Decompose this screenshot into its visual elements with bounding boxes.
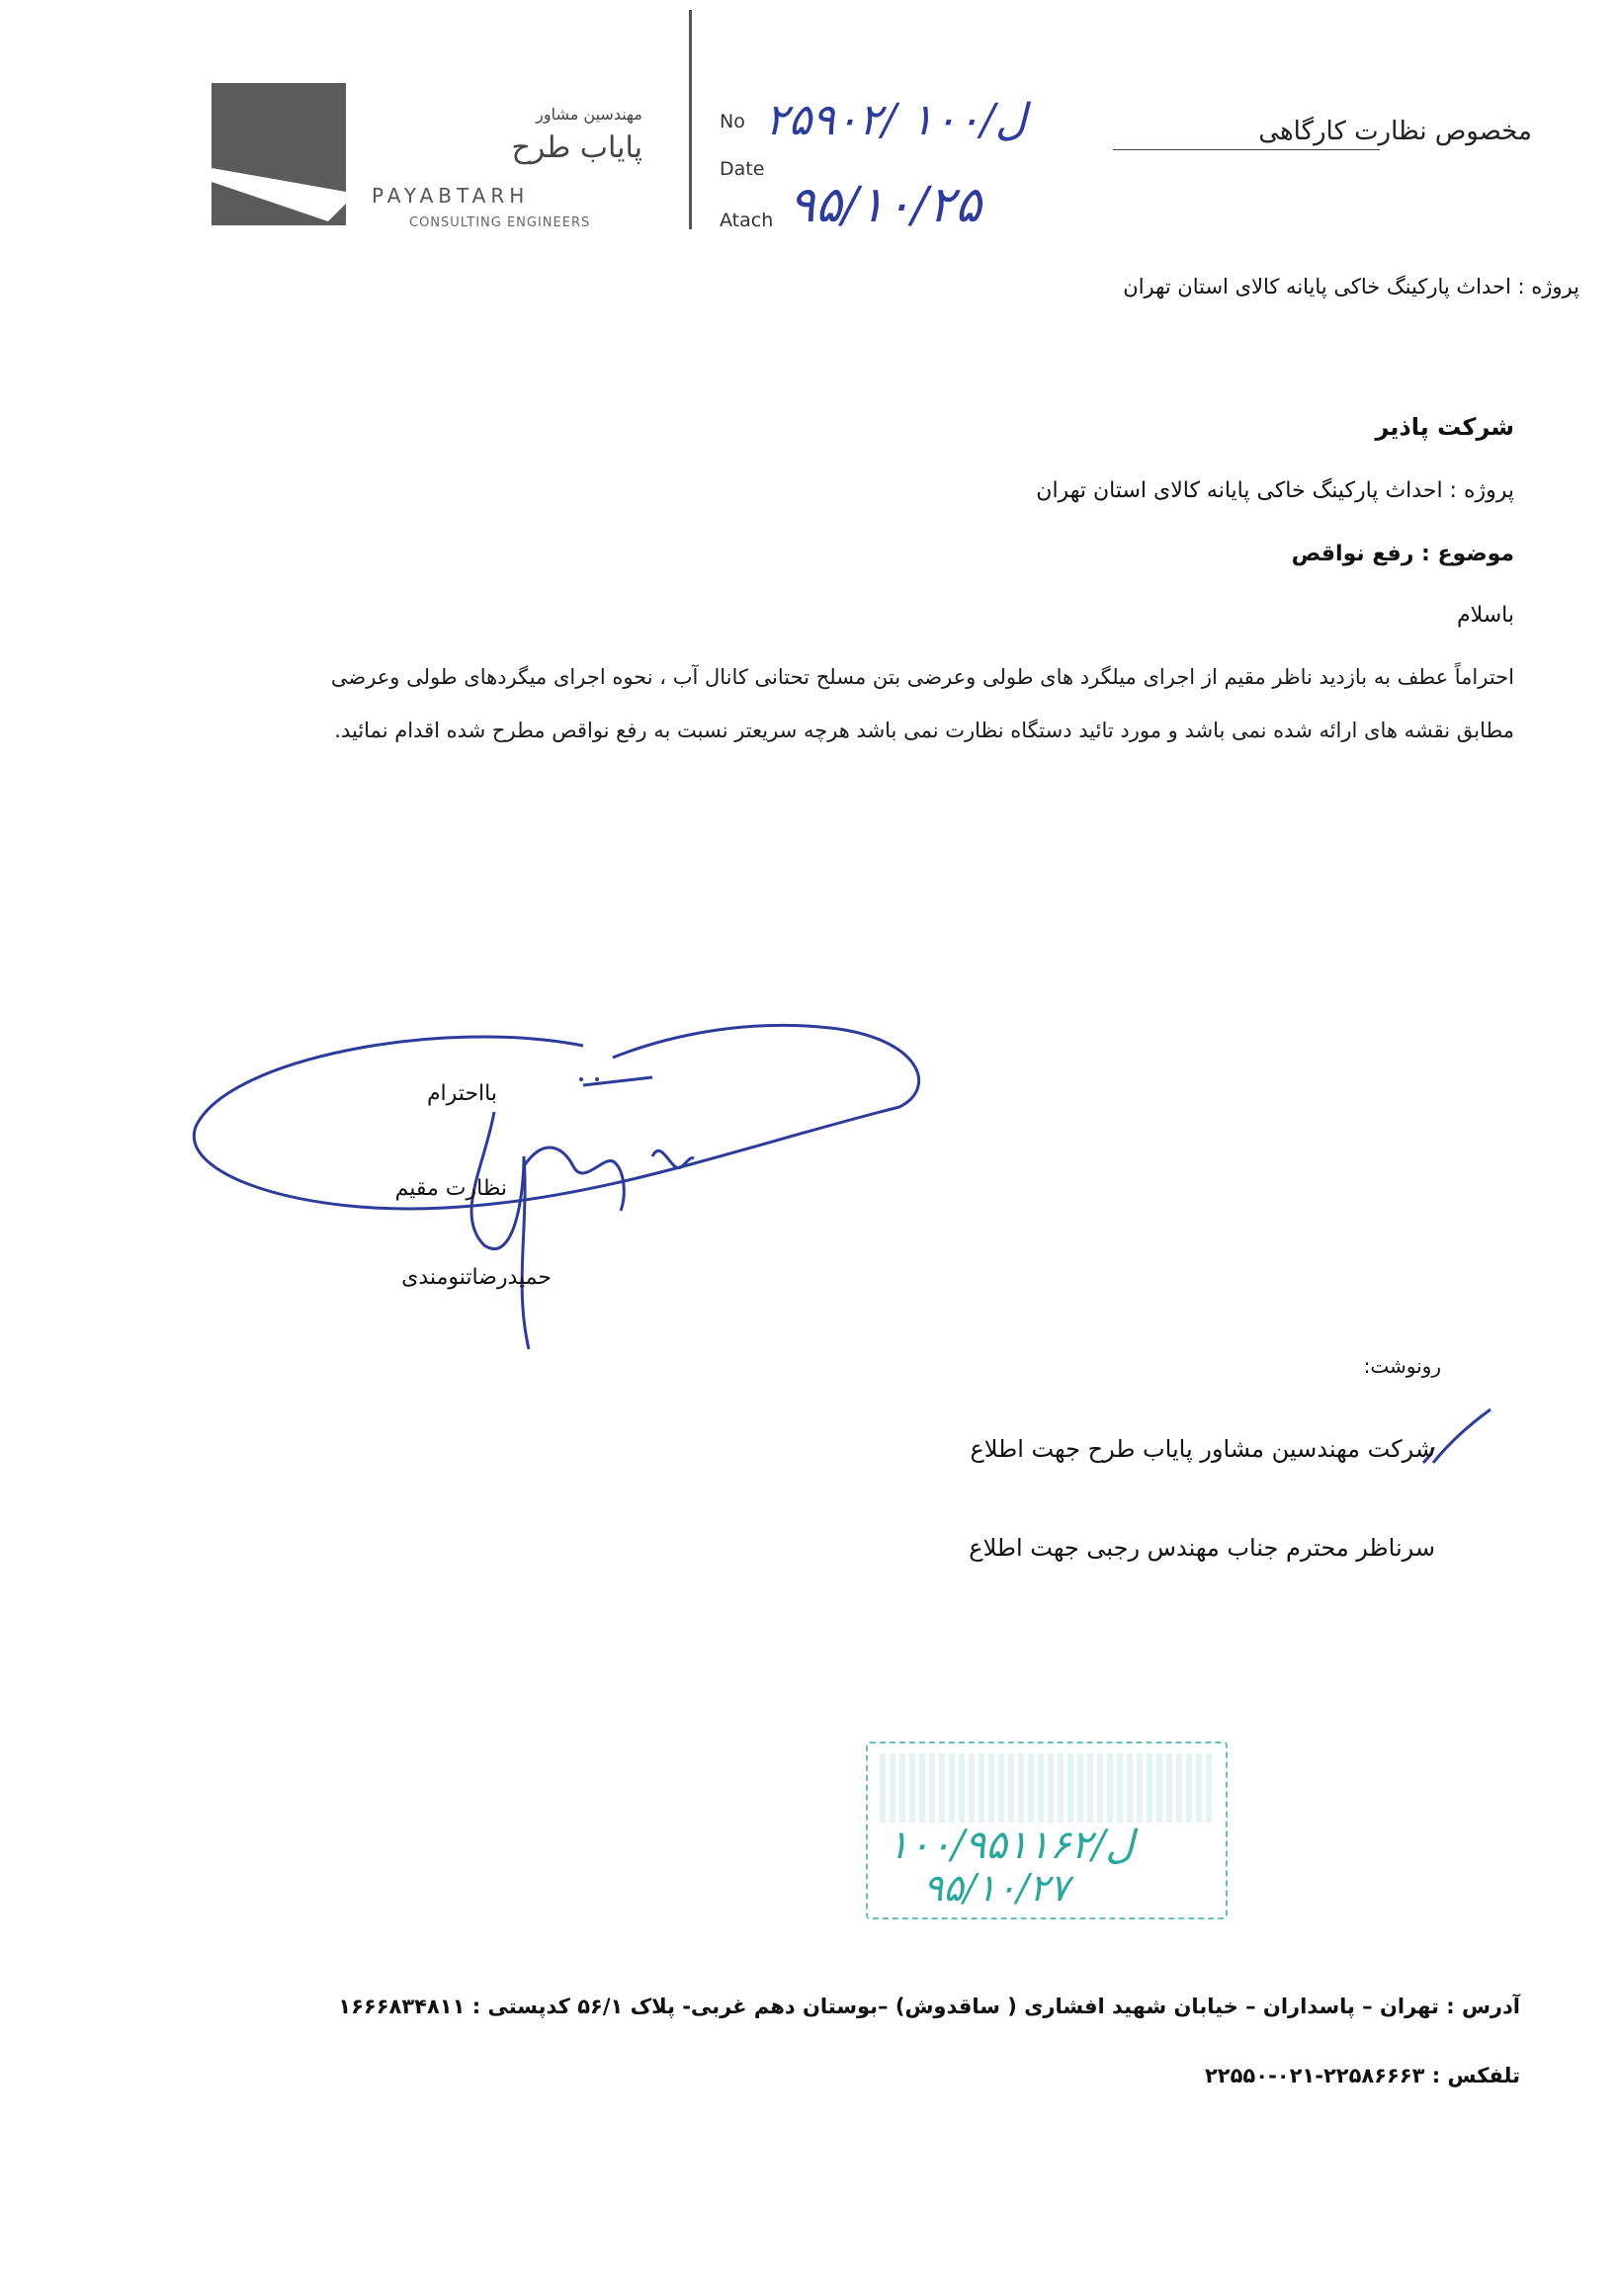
signature-role: نظارت مقیم	[394, 1176, 507, 1201]
attach-label: Atach	[720, 210, 774, 231]
letter-project: پروژه : احداث پارکینگ خاکی پایانه کالای استان تهران	[1036, 478, 1514, 503]
letter-subject: موضوع : رفع نواقص	[1291, 542, 1514, 566]
logo-english-subtitle: CONSULTING ENGINEERS	[409, 215, 591, 230]
signature-closing: بااحترام	[426, 1081, 497, 1106]
footer-fax: تلفکس : ۲۲۵۸۶۶۶۳-۰۲۱-۲۲۵۵۰	[1204, 2064, 1520, 2087]
receipt-stamp	[866, 1742, 1228, 1919]
letter-number: ۲۵۹۰۲/ ل/۱۰۰	[765, 95, 1027, 145]
header-divider	[689, 10, 692, 229]
stamp-date: ۹۵/۱۰/۲۷	[923, 1866, 1070, 1910]
recipient: شرکت پاذیر	[1375, 413, 1514, 441]
logo-persian-name: پایاب طرح	[511, 130, 642, 165]
date-label: Date	[720, 158, 765, 180]
body-line-2: مطابق نقشه های ارائه شده نمی باشد و مورد تائید دستگاه نظارت نمی باشد هرچه سریعتر نسبت به رفع نواقص مطرح شده اقدام نمائید.	[334, 719, 1514, 742]
header-project-line: پروژه : احداث پارکینگ خاکی پایانه کالای استان تهران	[1123, 275, 1579, 298]
header-title: مخصوص نظارت کارگاهی	[1258, 117, 1532, 146]
signature-scribble-icon	[188, 1018, 939, 1354]
body-line-1: احتراماً عطف به بازدید ناظر مقیم از اجرای میلگرد های طولی وعرضی بتن مسلح تحتانی کانال آب ، نحوه اجرای میگردهای طولی وعرضی	[330, 665, 1514, 689]
logo-english-name: PAYABTARH	[372, 184, 530, 208]
logo-persian-subtitle: مهندسین مشاور	[536, 105, 642, 124]
footer-address: آدرس : تهران – پاسداران – خیابان شهید افشاری ( ساقدوش) –بوستان دهم غربی- پلاک ۵۶/۱ کدپستی : ۱۶۶۶۸۳۴۸۱۱	[338, 1995, 1520, 2018]
stamp-header-text	[880, 1753, 1214, 1823]
stamp-number: ۱۰۰/۹۵ل/۱۱۶۲	[888, 1823, 1135, 1868]
letter-body	[71, 650, 1514, 757]
company-logo-mark	[212, 83, 346, 225]
cc-label: رونوشت:	[1363, 1354, 1441, 1378]
cc-line-2: سرناظر محترم جناب مهندس رجبی جهت اطلاع	[969, 1534, 1435, 1562]
greeting: باسلام	[1456, 603, 1514, 628]
cc-line-1: شرکت مهندسین مشاور پایاب طرح جهت اطلاع	[970, 1435, 1435, 1463]
signature-name: حمیدرضاتنومندی	[401, 1265, 552, 1290]
logo-stripe-icon	[212, 83, 346, 225]
letter-date: ۹۵/۱۰/۲۵	[789, 176, 981, 233]
no-label: No	[720, 111, 745, 132]
header-underline	[1113, 149, 1380, 150]
